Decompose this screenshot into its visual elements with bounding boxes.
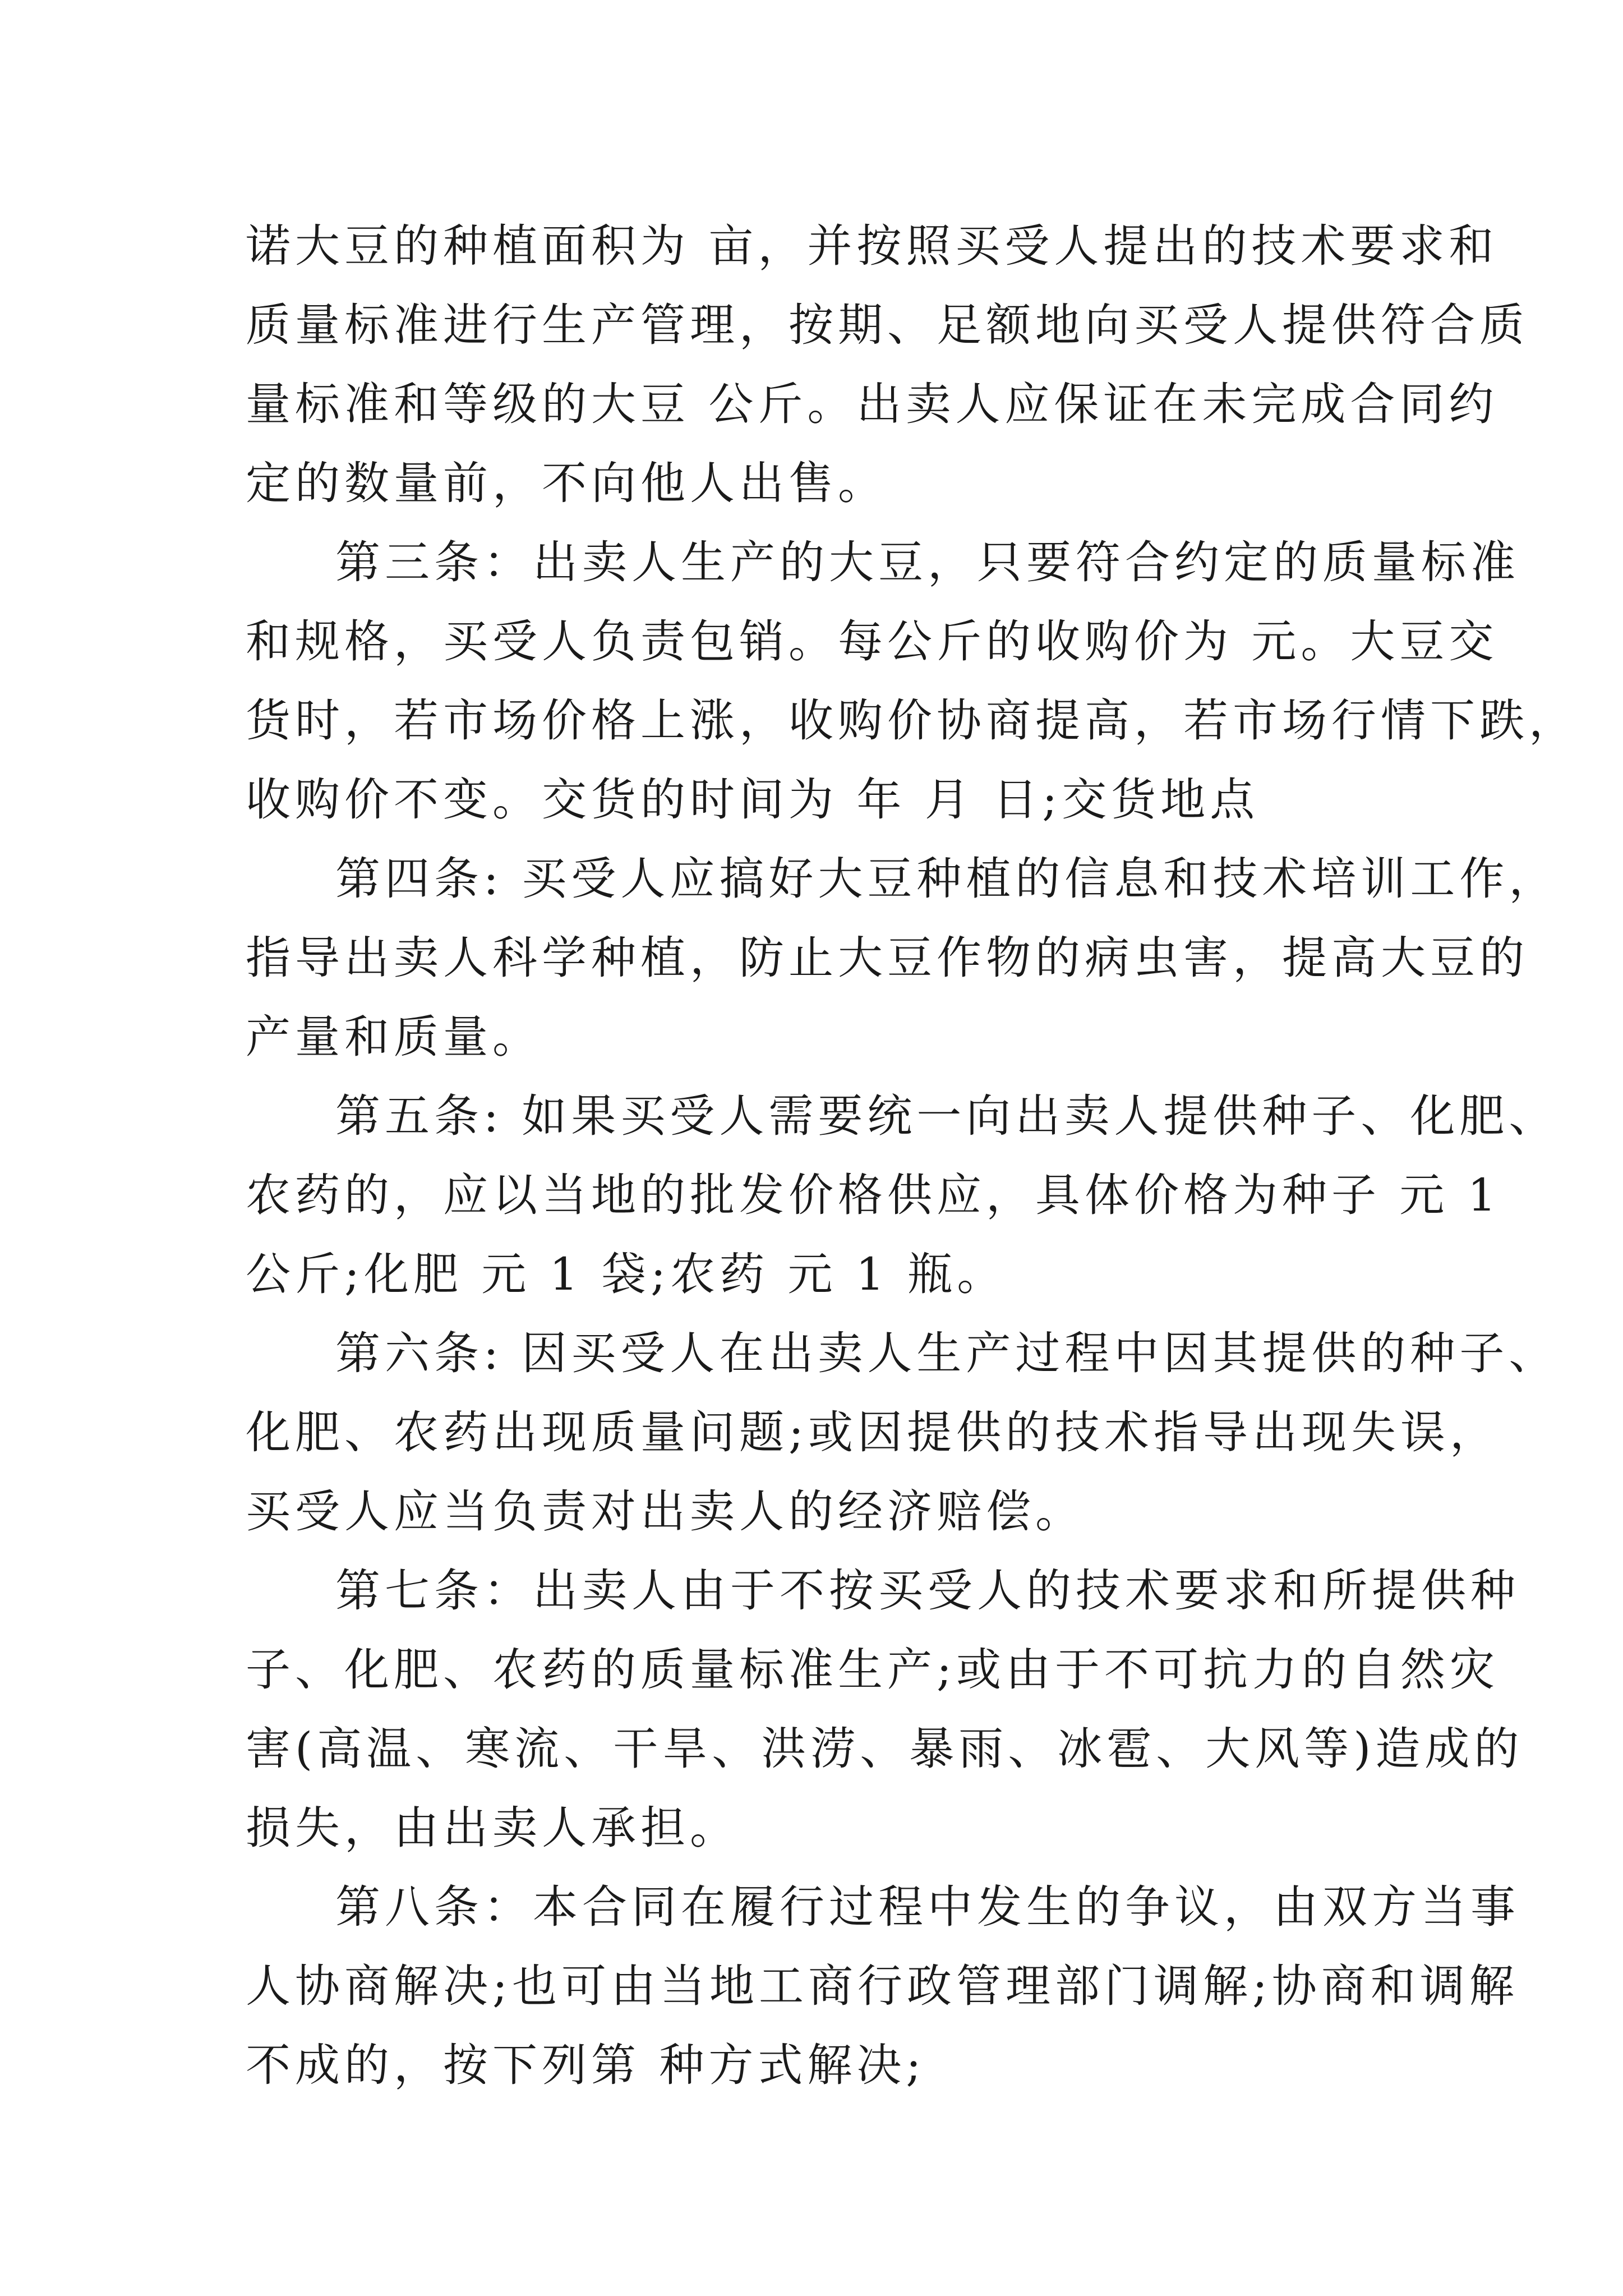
text-line: 公斤;化肥 元 1 袋;农药 元 1 瓶。 xyxy=(246,1248,1007,1300)
text-line: 化肥、农药出现质量问题;或因提供的技术指导出现失误， xyxy=(246,1406,1499,1458)
text-line: 第六条: 因买受人在出卖人生产过程中因其提供的种子、 xyxy=(335,1327,1559,1379)
text-line: 子、化肥、农药的质量标准生产;或由于不可抗力的自然灾 xyxy=(246,1644,1499,1696)
text-line: 定的数量前，不向他人出售。 xyxy=(246,457,887,509)
text-line: 指导出卖人科学种植，防止大豆作物的病虫害，提高大豆的 xyxy=(246,932,1529,984)
text-line: 诺大豆的种植面积为 亩，并按照买受人提出的技术要求和 xyxy=(246,220,1498,272)
paragraph-continued xyxy=(246,206,1529,523)
text-line: 买受人应当负责对出卖人的经济赔偿。 xyxy=(246,1485,1085,1538)
text-line: 第三条：出卖人生产的大豆，只要符合约定的质量标准 xyxy=(335,536,1520,588)
text-line: 量标准和等级的大豆 公斤。出卖人应保证在未完成合同约 xyxy=(246,378,1498,430)
text-line: 第五条: 如果买受人需要统一向出卖人提供种子、化肥、 xyxy=(335,1090,1559,1142)
article-5-paragraph xyxy=(246,1076,1559,1314)
text-line: 损失，由出卖人承担。 xyxy=(246,1802,739,1854)
article-7-paragraph xyxy=(246,1551,1524,1867)
text-line: 人协商解决;也可由当地工商行政管理部门调解;协商和调解 xyxy=(246,1960,1519,2012)
text-line: 质量标准进行生产管理，按期、足额地向买受人提供符合质 xyxy=(246,299,1529,351)
text-line: 收购价不变。交货的时间为 年 月 日;交货地点 xyxy=(246,774,1260,826)
text-line: 和规格，买受人负责包销。每公斤的收购价为 元。大豆交 xyxy=(246,615,1498,668)
text-line: 产量和质量。 xyxy=(246,1011,542,1063)
text-line: 第八条：本合同在履行过程中发生的争议，由双方当事 xyxy=(335,1881,1520,1933)
article-6-paragraph xyxy=(246,1314,1559,1551)
article-8-paragraph xyxy=(246,1867,1520,2105)
text-line: 第四条: 买受人应搞好大豆种植的信息和技术培训工作， xyxy=(335,853,1559,905)
text-line: 害(高温、寒流、干旱、洪涝、暴雨、冰雹、大风等)造成的 xyxy=(246,1723,1524,1775)
contract-body xyxy=(246,206,1578,2105)
text-line: 农药的，应以当地的批发价格供应，具体价格为种子 元 1 xyxy=(246,1169,1501,1221)
article-4-paragraph xyxy=(246,839,1559,1076)
text-line: 不成的，按下列第 种方式解决; xyxy=(246,2039,926,2091)
text-line: 第七条：出卖人由于不按买受人的技术要求和所提供种 xyxy=(335,1565,1520,1617)
article-3-paragraph xyxy=(246,523,1578,839)
text-line: 货时，若市场价格上涨，收购价协商提高，若市场行情下跌， xyxy=(246,694,1578,747)
